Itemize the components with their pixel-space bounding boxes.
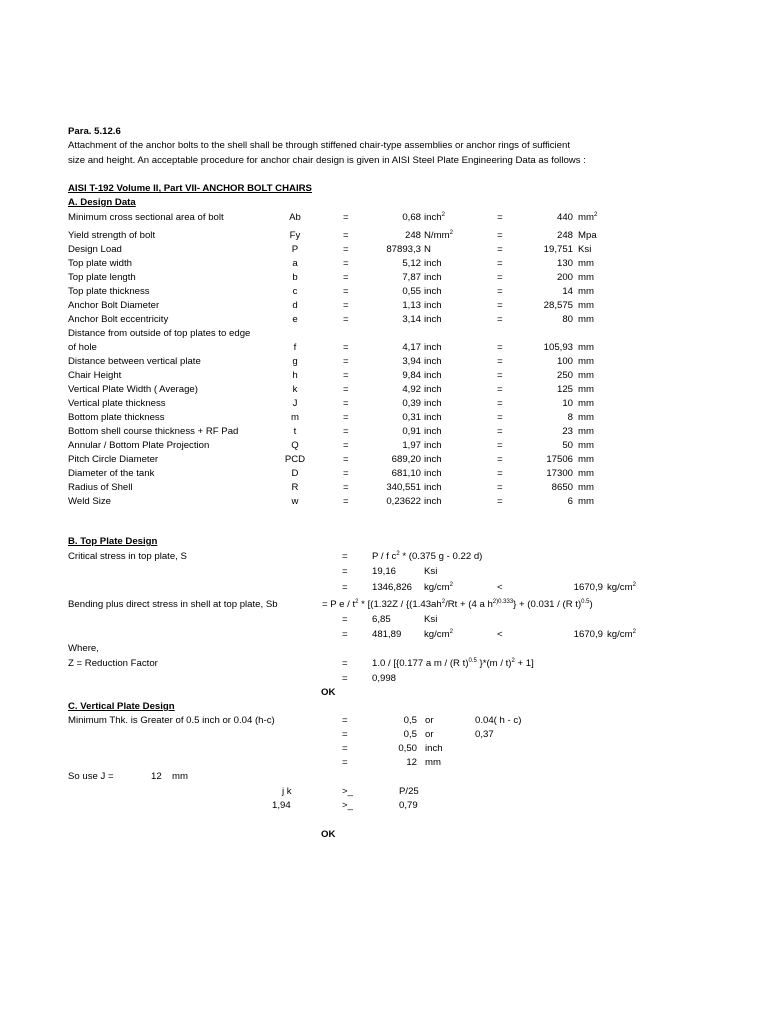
unit-imperial: inch [424, 300, 442, 311]
unit-metric: mm [578, 440, 594, 451]
value-metric: 19,751 [543, 244, 573, 255]
parameter-label: Vertical Plate Width ( Average) [68, 384, 198, 395]
parameter-label: Weld Size [68, 496, 112, 507]
equals-sign: = [343, 212, 349, 223]
unit-metric: mm [578, 384, 594, 395]
equals-sign: = [343, 314, 349, 325]
critical-stress-label: Critical stress in top plate, S [68, 551, 187, 562]
so-use-value: 12 [151, 771, 162, 782]
z-label: Z = Reduction Factor [68, 658, 158, 669]
equals-sign: = [497, 370, 503, 381]
value-imperial: 0,31 [402, 412, 421, 423]
ge-sign: >_ [342, 786, 353, 797]
or-word: or [425, 729, 434, 740]
unit-imperial: inch [424, 384, 442, 395]
equals-sign: = [342, 715, 348, 726]
parameter-symbol: PCD [284, 454, 306, 465]
equals-sign: = [497, 482, 503, 493]
value-metric: 250 [556, 370, 573, 381]
equals-sign: = [497, 230, 503, 241]
unit-metric: mm [578, 398, 594, 409]
equals-sign: = [497, 454, 503, 465]
value-metric: 17506 [546, 454, 573, 465]
equals-sign: = [497, 342, 503, 353]
parameter-label: Top plate thickness [68, 286, 150, 297]
para-number: Para. 5.12.6 [68, 126, 121, 137]
parameter-symbol: Fy [289, 230, 301, 241]
so-use-unit: mm [172, 771, 188, 782]
unit-metric: mm [578, 272, 594, 283]
value-imperial: 3,94 [402, 356, 421, 367]
value-imperial: 0,55 [402, 286, 421, 297]
equals-sign: = [497, 314, 503, 325]
parameter-label: Design Load [68, 244, 122, 255]
bending-stress-label: Bending plus direct stress in shell at top plate, Sb [68, 599, 278, 610]
unit-imperial: inch [424, 356, 442, 367]
value-metric: 17300 [546, 468, 573, 479]
equals-sign: = [343, 426, 349, 437]
value-imperial: 87893,3 [386, 244, 421, 255]
value-metric: 14 [562, 286, 573, 297]
value-metric: 125 [556, 384, 573, 395]
equals-sign: = [343, 468, 349, 479]
allowable-stress-unit: $kg/cm^2$ [607, 628, 636, 640]
parameter-symbol: k [292, 384, 298, 395]
parameter-label: Minimum cross sectional area of bolt [68, 212, 224, 223]
equals-sign: = [342, 743, 348, 754]
parameter-label: Bottom shell course thickness + RF Pad [68, 426, 239, 437]
equals-sign: = [342, 729, 348, 740]
value-metric: 8 [567, 412, 573, 423]
equals-sign: = [343, 454, 349, 465]
vertical-plate-heading: C. Vertical Plate Design [68, 701, 175, 712]
parameter-label: Bottom plate thickness [68, 412, 165, 423]
equals-sign: = [343, 230, 349, 241]
sb-ksi-value: 6,85 [372, 614, 391, 625]
equals-sign: = [497, 300, 503, 311]
equals-sign: = [497, 384, 503, 395]
unit-metric: mm [578, 370, 594, 381]
unit-imperial: inch [424, 468, 442, 479]
allowable-stress-unit: $kg/cm^2$ [607, 581, 636, 593]
unit-metric: mm [578, 286, 594, 297]
ge-sign: >_ [342, 800, 353, 811]
parameter-symbol: J [292, 398, 298, 409]
min-thickness-mm: 12 [406, 757, 417, 768]
equals-sign: = [343, 244, 349, 255]
value-imperial: 1,97 [402, 440, 421, 451]
parameter-label: Distance from outside of top plates to edge [68, 328, 251, 339]
value-imperial: 248 [404, 230, 421, 241]
unit-imperial: inch [424, 258, 442, 269]
equals-sign: = [342, 582, 348, 593]
parameter-label: Anchor Bolt eccentricity [68, 314, 169, 325]
value-metric: 200 [556, 272, 573, 283]
value-metric: 100 [556, 356, 573, 367]
equals-sign: = [342, 566, 348, 577]
equals-sign: = [497, 356, 503, 367]
value-imperial: 0,68 [402, 212, 421, 223]
value-imperial: 681,10 [391, 468, 421, 479]
so-use-label: So use J = [68, 771, 114, 782]
inch-unit: inch [425, 743, 443, 754]
equals-sign: = [497, 272, 503, 283]
unit-metric: mm [578, 496, 594, 507]
unit-imperial: inch [424, 370, 442, 381]
ok-mark: OK [321, 829, 336, 840]
parameter-label: Annular / Bottom Plate Projection [68, 440, 210, 451]
s-kg-value: 1346,826 [372, 582, 413, 593]
equals-sign: = [497, 496, 503, 507]
jk-value: 1,94 [272, 800, 291, 811]
min-thickness-label: Minimum Thk. is Greater of 0.5 inch or 0.04 (h-c) [68, 715, 275, 726]
s-ksi-value: 19,16 [372, 566, 397, 577]
less-than-sign: < [497, 629, 503, 640]
equals-sign: = [342, 551, 348, 562]
equals-sign: = [343, 496, 349, 507]
value-imperial: 4,92 [402, 384, 421, 395]
parameter-label: Top plate width [68, 258, 132, 269]
jk-label: j k [282, 786, 292, 797]
value-imperial: 4,17 [402, 342, 421, 353]
equals-sign: = [343, 482, 349, 493]
value-imperial: 689,20 [391, 454, 421, 465]
unit-imperial: inch [424, 286, 442, 297]
parameter-label: Top plate length [68, 272, 136, 283]
p25-label: P/25 [399, 786, 419, 797]
parameter-symbol: h [292, 370, 298, 381]
top-plate-heading: B. Top Plate Design [68, 536, 158, 547]
unit-imperial: inch [424, 314, 442, 325]
unit-imperial: inch [424, 440, 442, 451]
design-data-heading: A. Design Data [68, 197, 136, 208]
equals-sign: = [342, 757, 348, 768]
value-metric: 23 [562, 426, 573, 437]
unit-metric: mm [578, 356, 594, 367]
value-metric: 130 [556, 258, 573, 269]
equals-sign: = [342, 673, 348, 684]
value-metric: 248 [556, 230, 573, 241]
section-title: AISI T-192 Volume II, Part VII- ANCHOR BOLT CHAIRS [68, 183, 312, 194]
p25-value: 0,79 [399, 800, 418, 811]
parameter-symbol: b [292, 272, 298, 283]
value-metric: 28,575 [543, 300, 573, 311]
min-thickness-b: 0,37 [475, 729, 494, 740]
unit-imperial: inch [424, 426, 442, 437]
critical-stress-formula: P / f $c^2 * (0.375$ g - 0.22 d) [372, 550, 483, 562]
equals-sign: = [343, 342, 349, 353]
value-imperial: 340,551 [386, 482, 421, 493]
parameter-label: Chair Height [68, 370, 122, 381]
value-metric: 105,93 [543, 342, 573, 353]
unit-metric: Mpa [578, 230, 597, 241]
unit-metric: mm [578, 314, 594, 325]
parameter-symbol: w [291, 496, 299, 507]
ok-mark: OK [321, 687, 336, 698]
equals-sign: = [497, 398, 503, 409]
min-thickness-a: 0,5 [403, 715, 417, 726]
value-metric: 10 [562, 398, 573, 409]
unit-metric: $mm^2$ [578, 211, 598, 223]
parameter-symbol: d [292, 300, 298, 311]
value-metric: 6 [567, 496, 573, 507]
parameter-symbol: Q [291, 440, 299, 451]
parameter-symbol: f [293, 342, 297, 353]
min-thickness-a: 0,5 [403, 729, 417, 740]
parameter-symbol: e [292, 314, 298, 325]
equals-sign: = [342, 658, 348, 669]
s-ksi-unit: Ksi [424, 566, 438, 577]
parameter-symbol: g [292, 356, 298, 367]
bending-stress-formula: = P $e / t^2 * [(1.32Z / \{(1.43ah^2/Rt + (4$ a $h^{2)0.333}\} + (0.031 / (R$ t)$^{0.5}$) [322, 598, 593, 610]
parameter-symbol: D [291, 468, 299, 479]
min-thickness-inch: 0,50 [398, 743, 417, 754]
parameter-symbol: a [292, 258, 298, 269]
sb-kg-value: 481,89 [372, 629, 402, 640]
value-imperial: 5,12 [402, 258, 421, 269]
equals-sign: = [343, 286, 349, 297]
parameter-symbol: R [291, 482, 299, 493]
equals-sign: = [342, 614, 348, 625]
parameter-symbol: c [292, 286, 298, 297]
value-imperial: 3,14 [402, 314, 421, 325]
unit-metric: mm [578, 426, 594, 437]
equals-sign: = [343, 412, 349, 423]
z-value: 0,998 [372, 673, 397, 684]
equals-sign: = [343, 356, 349, 367]
unit-imperial: inch$^2$ [424, 211, 445, 223]
intro-line-2: size and height. An acceptable procedure for anchor chair design is given in AISI Steel Plate Engineering Data as follows : [68, 155, 586, 166]
value-metric: 80 [562, 314, 573, 325]
value-imperial: 9,84 [402, 370, 421, 381]
unit-imperial: inch [424, 454, 442, 465]
value-metric: 440 [556, 212, 573, 223]
parameter-label: of hole [68, 342, 97, 353]
equals-sign: = [343, 370, 349, 381]
equals-sign: = [497, 412, 503, 423]
sb-ksi-unit: Ksi [424, 614, 438, 625]
unit-imperial: inch [424, 496, 442, 507]
unit-metric: mm [578, 454, 594, 465]
s-kg-unit: $kg/cm^2$ [424, 581, 453, 593]
parameter-label: Diameter of the tank [68, 468, 155, 479]
unit-metric: mm [578, 482, 594, 493]
value-imperial: 1,13 [402, 300, 421, 311]
parameter-label: Radius of Shell [68, 482, 133, 493]
equals-sign: = [343, 440, 349, 451]
allowable-stress-value: 1670,9 [573, 582, 603, 593]
parameter-label: Vertical plate thickness [68, 398, 166, 409]
parameter-label: Distance between vertical plate [68, 356, 201, 367]
unit-metric: Ksi [578, 244, 592, 255]
equals-sign: = [343, 272, 349, 283]
equals-sign: = [343, 300, 349, 311]
equals-sign: = [497, 212, 503, 223]
parameter-label: Anchor Bolt Diameter [68, 300, 160, 311]
equals-sign: = [497, 244, 503, 255]
value-imperial: 0,91 [402, 426, 421, 437]
unit-metric: mm [578, 342, 594, 353]
unit-metric: mm [578, 258, 594, 269]
unit-imperial: inch [424, 398, 442, 409]
mm-unit: mm [425, 757, 441, 768]
parameter-label: Yield strength of bolt [68, 230, 156, 241]
parameter-symbol: t [293, 426, 297, 437]
less-than-sign: < [497, 582, 503, 593]
equals-sign: = [497, 440, 503, 451]
equals-sign: = [342, 629, 348, 640]
unit-imperial: inch [424, 482, 442, 493]
unit-imperial: inch [424, 272, 442, 283]
intro-line-1: Attachment of the anchor bolts to the shell shall be through stiffened chair-type assemblies or anchor rings of sufficient [68, 140, 570, 151]
unit-imperial: inch [424, 412, 442, 423]
equals-sign: = [343, 398, 349, 409]
value-imperial: 7,87 [402, 272, 421, 283]
unit-imperial: inch [424, 342, 442, 353]
allowable-stress-value: 1670,9 [573, 629, 603, 640]
sb-kg-unit: $kg/cm^2$ [424, 628, 453, 640]
unit-imperial: N [424, 244, 431, 255]
z-formula: 1.0 / [{0.177 a m / (R t)$^{0.5}$ }*(m / t)$^2$ + 1] [372, 657, 534, 669]
or-word: or [425, 715, 434, 726]
parameter-symbol: P [291, 244, 299, 255]
unit-imperial: $N/mm^2$ [424, 229, 453, 241]
unit-metric: mm [578, 412, 594, 423]
value-metric: 8650 [551, 482, 573, 493]
equals-sign: = [343, 384, 349, 395]
equals-sign: = [497, 426, 503, 437]
parameter-label: Pitch Circle Diameter [68, 454, 159, 465]
equals-sign: = [343, 258, 349, 269]
parameter-symbol: m [291, 412, 299, 423]
value-metric: 50 [562, 440, 573, 451]
where-label: Where, [68, 643, 99, 654]
equals-sign: = [497, 258, 503, 269]
equals-sign: = [497, 286, 503, 297]
parameter-symbol: Ab [289, 212, 301, 223]
value-imperial: 0,23622 [386, 496, 421, 507]
min-thickness-expr: 0.04( h - c) [475, 715, 522, 726]
equals-sign: = [497, 468, 503, 479]
value-imperial: 0,39 [402, 398, 421, 409]
unit-metric: mm [578, 468, 594, 479]
unit-metric: mm [578, 300, 594, 311]
